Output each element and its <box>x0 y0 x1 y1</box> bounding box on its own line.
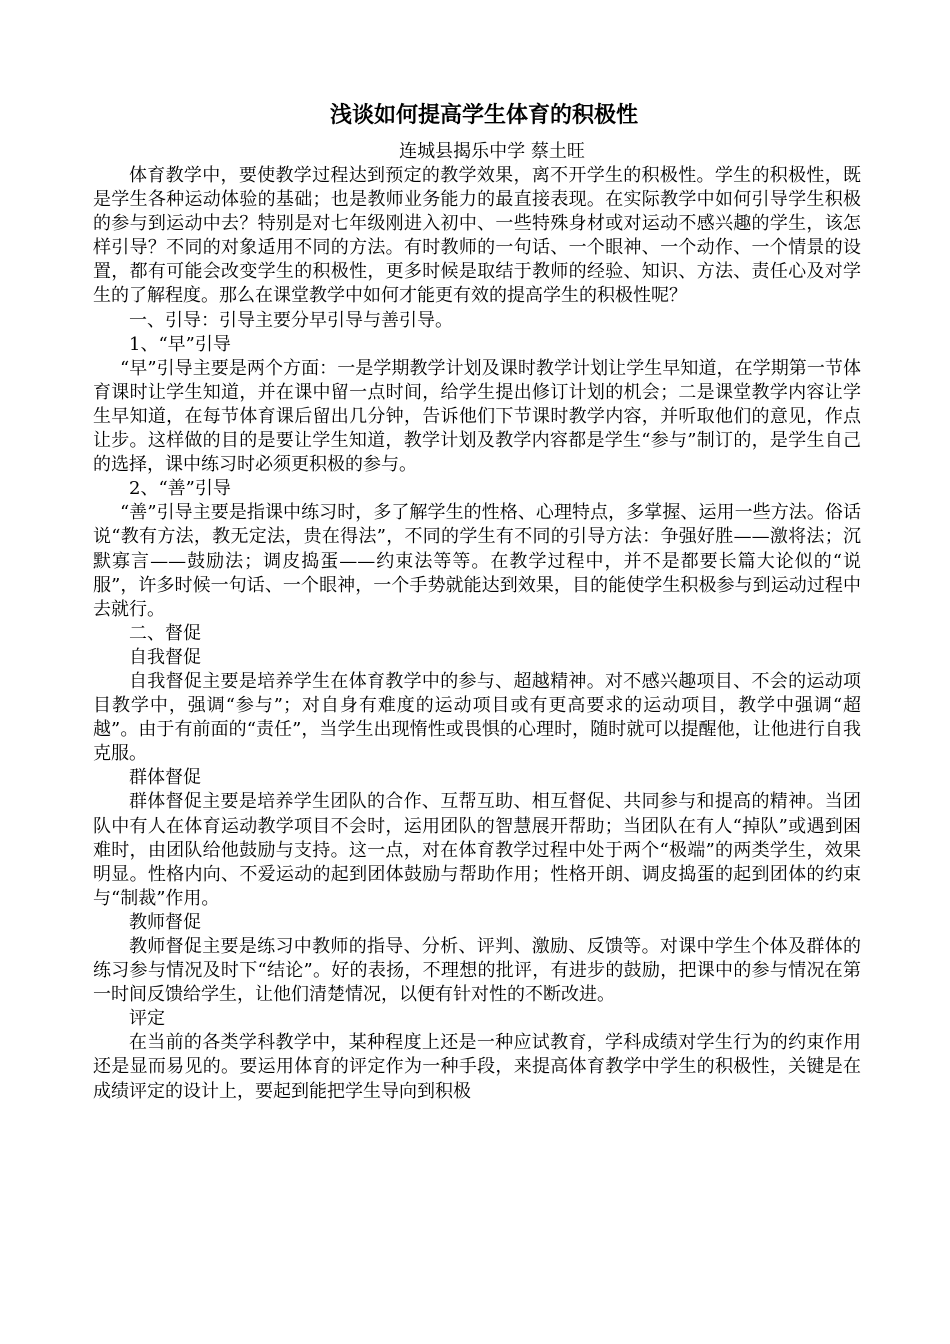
paragraph: 在当前的各类学科教学中，某种程度上还是一种应试教育，学科成绩对学生行为的约束作用还是显而易见的。要运用体育的评定作为一种手段，来提高体育教学中学生的积极性，关键是在成绩评定的设计上，要起到能把学生导向到积极 <box>93 1032 861 1102</box>
section-heading: 教师督促 <box>129 911 201 933</box>
section-heading: 一、引导：引导主要分早引导与善引导。 <box>129 309 453 331</box>
section-heading: 评定 <box>129 1008 165 1030</box>
paragraph: 自我督促主要是培养学生在体育教学中的参与、超越精神。对不感兴趣项目、不会的运动项目教学中，强调“参与”；对自身有难度的运动项目或有更高要求的运动项目，教学中强调“超越”。由于有前面的“责任”，当学生出现惰性或畏惧的心理时，随时就可以提醒他，让他进行自我克服。 <box>93 670 861 765</box>
document-author: 连城县揭乐中学 蔡土旺 <box>399 141 585 162</box>
document-body <box>93 164 861 1104</box>
paragraph: 教师督促主要是练习中教师的指导、分析、评判、激励、反馈等。对课中学生个体及群体的练习参与情况及时下“结论”。好的表扬，不理想的批评，有进步的鼓励，把课中的参与情况在第一时间反馈给学生，让他们清楚情况，以便有针对性的不断改进。 <box>93 936 861 1006</box>
section-heading: 群体督促 <box>129 767 201 789</box>
section-heading: 自我督促 <box>129 646 201 668</box>
section-heading: 2、“善”引导 <box>129 478 231 500</box>
section-heading: 二、督促 <box>129 622 201 644</box>
paragraph: 群体督促主要是培养学生团队的合作、互帮互助、相互督促、共同参与和提高的精神。当团队中有人在体育运动教学项目不会时，运用团队的智慧展开帮助；当团队在有人“掉队”或遇到困难时，由团队给他鼓励与支持。这一点，对在体育教学过程中处于两个“极端”的两类学生，效果明显。性格内向、不爱运动的起到团体鼓励与帮助作用；性格开朗、调皮捣蛋的起到团体的约束与“制裁”作用。 <box>93 791 861 909</box>
section-heading: 1、“早”引导 <box>129 333 231 355</box>
document-page <box>93 100 861 1104</box>
paragraph: “早”引导主要是两个方面：一是学期教学计划及课时教学计划让学生早知道，在学期第一节体育课时让学生知道，并在课中留一点时间，给学生提出修订计划的机会；二是课堂教学内容让学生早知道，在每节体育课后留出几分钟，告诉他们下节课时教学内容，并听取他们的意见，作点让步。这样做的目的是要让学生知道，教学计划及教学内容都是学生“参与”制订的，是学生自己的选择，课中练习时必须更积极的参与。 <box>93 357 861 476</box>
document-title: 浅谈如何提高学生体育的积极性 <box>329 102 638 128</box>
paragraph: 体育教学中，要使教学过程达到预定的教学效果，离不开学生的积极性。学生的积极性，既是学生各种运动体验的基础；也是教师业务能力的最直接表现。在实际教学中如何引导学生积极的参与到运动中去？特别是对七年级刚进入初中、一些特殊身材或对运动不感兴趣的学生，该怎样引导？不同的对象适用不同的方法。有时教师的一句话、一个眼神、一个动作、一个情景的设置，都有可能会改变学生的积极性，更多时候是取结于教师的经验、知识、方法、责任心及对学生的了解程度。那么在课堂教学中如何才能更有效的提高学生的积极性呢？ <box>93 165 861 307</box>
paragraph: “善”引导主要是指课中练习时，多了解学生的性格、心理特点，多掌握、运用一些方法。俗话说“教有方法，教无定法，贵在得法”，不同的学生有不同的引导方法：争强好胜——激将法；沉默寡言——鼓励法；调皮捣蛋——约束法等等。在教学过程中，并不是都要长篇大论似的“说服”，许多时候一句话、一个眼神，一个手势就能达到效果，目的能使学生积极参与到运动过程中去就行。 <box>93 502 861 620</box>
